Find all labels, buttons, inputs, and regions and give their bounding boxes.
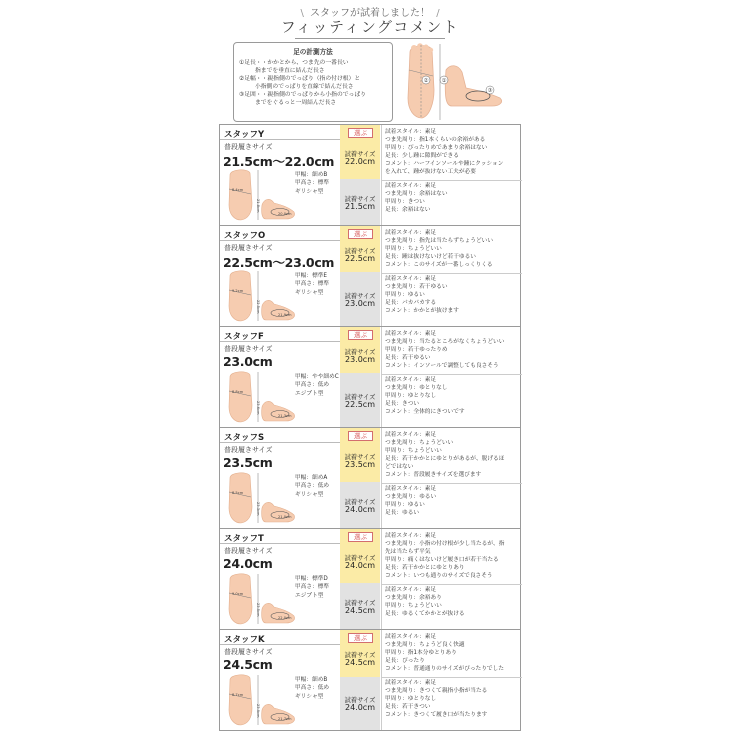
name-divider [220,644,340,645]
staff-name: スタッフS [224,433,265,443]
chosen-size-comment [385,431,523,480]
staff-profile [220,327,340,427]
staff-name: スタッフT [224,534,264,544]
try-size-column [340,125,380,225]
other-size-comment [385,485,523,517]
usual-size-value: 22.5cm〜23.0cm [223,255,335,270]
chosen-size-value: 24.0cm [344,560,375,570]
foot-width-label: 8.8cm [232,390,244,394]
foot-measurement-illustration [396,40,506,122]
staff-foot-illustration [222,672,298,726]
comment-line: 足長：ぴったり [385,658,425,665]
comment-line: 試着スタイル：素足 [385,680,437,686]
label-1: ① [441,78,447,84]
comment-line: コメント：いつも通りのサイズで良さそう [385,573,493,580]
foot-top-icon [229,574,252,624]
label-2: ② [423,78,429,84]
comment-line: 足長：パカパカする [385,300,437,307]
measurement-method-box [233,42,393,122]
other-size-label: 試着サイズ [344,696,376,704]
try-size-column [340,327,380,427]
foot-length-label: 21.8cm [256,199,260,213]
comment-divider [382,584,522,585]
staff-foot-illustration [222,369,298,423]
foot-side-icon [262,199,295,219]
other-size-label: 試着サイズ [344,293,376,300]
page-title: フィッティングコメント [280,18,460,36]
comment-line: 試着スタイル：素足 [385,331,437,337]
foot-length-label: 23.3cm [256,502,260,516]
fitting-comments [381,125,521,225]
comment-line: つま先周り：小指の付け根が少し当たるが、指 [385,541,505,548]
usual-size-value: 24.5cm [223,657,273,672]
chosen-size-label: 試着サイズ [344,348,376,356]
other-size-value: 21.5cm [344,202,375,211]
chosen-size-label: 試着サイズ [344,651,376,659]
name-divider [220,341,340,342]
foot-girth-label: 21.3cm [278,414,292,418]
chosen-size-value: 22.5cm [344,253,375,263]
foot-side-icon [262,401,295,421]
instep-width: 甲幅：細めA [295,475,328,481]
chosen-badge: 選ぶ [348,633,373,643]
comment-line: コメント：全体的にきついです [385,409,465,416]
foot-type-info [295,171,329,196]
comment-line: 試着スタイル：素足 [385,587,437,593]
other-size-comment [385,275,523,315]
usual-size-label: 普段履きサイズ [224,345,273,353]
fitting-comments [381,226,521,326]
foot-width-label: 9.2cm [232,289,244,293]
comment-line: 甲周り：痛くはないけど履き口が若干当たる [385,557,499,564]
other-size-value: 22.5cm [344,400,375,409]
other-size-comment [385,586,523,618]
foot-width-label: 8.5cm [232,491,244,495]
comment-line: コメント：きつくて履き口が当たります [385,712,488,719]
comment-line: 甲周り：きつい [385,199,425,206]
name-divider [220,240,340,241]
name-divider [220,442,340,443]
comment-line: つま先周り：ゆるい [385,494,437,501]
usual-size-value: 23.5cm [223,455,273,470]
comment-line: 甲周り：ちょうどいい [385,448,442,455]
comment-line: 甲周り：ゆるい [385,292,425,299]
instep-height: 甲高さ：低め [295,685,330,692]
chosen-badge: 選ぶ [348,330,373,340]
chosen-badge: 選ぶ [348,431,373,441]
usual-size-label: 普段履きサイズ [224,446,273,454]
chosen-badge: 選ぶ [348,532,373,542]
chosen-size-label: 試着サイズ [344,554,376,562]
comment-line: 甲周り：若干ゆったりめ [385,347,448,354]
instep-height: 甲高さ：標準 [295,584,330,591]
comment-line: 足長：若干ゆるい [385,355,431,362]
foot-type-info [295,676,329,701]
foot-length-label: 23.6cm [256,401,260,415]
foot-top-icon [229,675,252,725]
fitting-comments [381,428,521,528]
other-size-label: 試着サイズ [344,394,376,401]
fitting-comments [381,327,521,427]
comment-line: つま先周り：指先は当たらずちょうどいい [385,238,494,245]
usual-size-label: 普段履きサイズ [224,244,273,252]
foot-side-icon [262,502,295,522]
measure-item-girth: ③足囲・・親指側のでっぱりから小指のでっぱり までをぐるっと一周結んだ長さ [239,92,366,106]
comment-line: つま先周り：ちょうどいい [385,440,454,447]
comment-line: 試着スタイル：素足 [385,533,437,539]
foot-width-label: 8.7cm [232,693,244,697]
comment-line: つま先周り：若干ゆるい [385,284,448,291]
comment-line: を入れて、踵が抜けない工夫が必要 [385,169,476,176]
usual-size-label: 普段履きサイズ [224,143,273,151]
other-size-label: 試着サイズ [344,600,376,607]
staff-name: スタッフK [224,635,265,645]
comment-line: 足長：若干かかとにゆとりあり [385,565,465,572]
comment-line: 試着スタイル：素足 [385,377,437,383]
measurement-title: 足の計測方法 [293,48,333,56]
name-divider [220,543,340,544]
comment-line: 試着スタイル：素足 [385,129,437,135]
chosen-size-comment [385,532,523,581]
staff-foot-illustration [222,167,298,221]
foot-shape: エジプト型 [295,592,324,599]
foot-top-icon [229,473,252,523]
fitting-comments [381,630,521,730]
comment-line: つま先周り：きつくて親指小指が当たる [385,688,488,695]
chosen-size-label: 試着サイズ [344,247,376,255]
try-size-column [340,630,380,730]
staff-profile [220,125,340,225]
staff-profile [220,428,340,528]
foot-girth-label: 20.0cm [278,212,292,216]
foot-length-label: 22.5cm [256,300,260,314]
title-underline [295,38,445,39]
subtitle-text: スタッフが試着しました！ [310,8,430,19]
fitting-comment-table [219,124,521,731]
fitting-comments [381,529,521,629]
comment-line: 甲周り：ゆるい [385,502,425,509]
instep-width: 甲幅：細めB [295,677,328,683]
instep-height: 甲高さ：標準 [295,281,330,288]
staff-row-2 [220,226,520,327]
instep-height: 甲高さ：標準 [295,180,330,187]
staff-profile [220,226,340,326]
comment-line: 先は当たらず平気 [385,549,431,556]
comment-divider [382,677,522,678]
staff-row-6 [220,630,520,730]
foot-shape: ギリシャ型 [295,188,324,195]
chosen-size-value: 24.5cm [344,657,375,667]
comment-line: つま先周り：余裕あり [385,595,442,602]
measure-item-width: ②足幅・・親指側のでっぱり（指の付け根）と 小指側のでっぱりを直線で結んだ長さ [239,76,361,90]
foot-width-label: 9.0cm [232,592,244,596]
foot-width-label: 8.4cm [232,188,244,192]
comment-line: つま先周り：余裕はない [385,191,448,198]
slash-left-icon: \ [300,8,304,19]
comment-divider [382,273,522,274]
comment-line: 甲周り：ちょうどいい [385,603,442,610]
chosen-badge: 選ぶ [348,229,373,239]
comment-line: 試着スタイル：素足 [385,276,437,282]
other-size-label: 試着サイズ [344,499,376,506]
comment-line: 試着スタイル：素足 [385,183,437,189]
instep-height: 甲高さ：低め [295,483,330,490]
instep-width: 甲幅：標準E [295,273,328,279]
chosen-badge: 選ぶ [348,128,373,138]
comment-line: 足長：余裕はない [385,207,431,214]
label-3: ③ [487,88,493,94]
foot-length-label: 23.9cm [256,704,260,718]
chosen-size-comment [385,633,523,673]
other-size-value: 24.5cm [344,606,375,615]
foot-shape: ギリシャ型 [295,693,324,700]
usual-size-label: 普段履きサイズ [224,547,273,555]
comment-line: 甲周り：ぴったりめであまり余裕はない [385,145,488,152]
comment-line: 足長：若干かかとにゆとりがあるが、脱げるほ [385,456,505,463]
foot-girth-label: 21.9cm [278,313,292,317]
chosen-size-comment [385,330,523,370]
comment-line: つま先周り：ちょうど良く快適 [385,642,465,649]
comment-line: 試着スタイル：素足 [385,432,437,438]
foot-side-icon [262,300,295,320]
foot-side-icon [262,603,295,623]
staff-profile [220,529,340,629]
chosen-size-comment [385,229,523,269]
foot-side-icon [262,704,295,724]
foot-type-info [295,474,329,499]
comment-line: 甲周り：指1本分ゆとりあり [385,650,457,657]
comment-line: 甲周り：ゆとりなし [385,696,437,703]
staff-foot-illustration [222,470,298,524]
name-divider [220,139,340,140]
comment-line: 足長：若干きつい [385,704,431,711]
staff-foot-illustration [222,268,298,322]
comment-line: 足長：少し踵に隙間ができる [385,153,459,160]
chosen-size-comment [385,128,523,177]
comment-divider [382,483,522,484]
comment-line: コメント：普通通りのサイズがぴったりでした [385,666,504,673]
foot-shape: エジプト型 [295,390,324,397]
foot-type-info [295,272,329,297]
other-size-label: 試着サイズ [344,196,376,203]
measure-item-length: ①足長・・かかとから、つま先の一番長い 指までを垂直に結んだ長さ [239,60,349,74]
comment-line: コメント：このサイズが一番しっくりくる [385,262,493,269]
other-size-value: 24.0cm [344,505,375,514]
comment-line: コメント：普段履きサイズを選びます [385,472,482,479]
try-size-column [340,529,380,629]
comment-line: コメント：ハーフインソールや踵にクッション [385,161,504,168]
instep-width: 甲幅：標準D [295,576,328,582]
foot-girth-label: 21.0cm [278,515,292,519]
comment-line: 足長：踵は抜けないけど若干ゆるい [385,254,476,261]
staff-row-3 [220,327,520,428]
comment-line: コメント：インソールで調整しても良さそう [385,363,499,370]
comment-line: 足長：ゆるくてかかとが抜ける [385,611,465,618]
foot-type-info [295,373,339,398]
foot-top-icon [229,170,252,220]
comment-line: コメント：かかとが抜けます [385,308,459,315]
staff-name: スタッフF [224,332,264,342]
comment-line: 甲周り：ゆとりなし [385,393,437,400]
usual-size-value: 21.5cm〜22.0cm [223,154,335,169]
comment-line: つま先周り：当たるところがなくちょうどいい [385,339,505,346]
staff-row-5 [220,529,520,630]
comment-line: 甲周り：ちょうどいい [385,246,442,253]
staff-foot-illustration [222,571,298,625]
try-size-column [340,428,380,528]
foot-side-view-icon [445,66,501,106]
chosen-size-value: 23.0cm [344,354,375,364]
foot-girth-label: 22.0cm [278,616,292,620]
foot-girth-label: 21.7cm [278,717,292,721]
chosen-size-value: 22.0cm [344,156,375,166]
other-size-value: 23.0cm [344,299,375,308]
other-size-comment [385,679,523,719]
staff-profile [220,630,340,730]
foot-length-label: 23.5cm [256,603,260,617]
staff-row-4 [220,428,520,529]
comment-line: どではない [385,464,414,471]
instep-width: 甲幅：やや細めC [295,374,339,380]
comment-line: 足長：ゆるい [385,510,420,517]
foot-type-info [295,575,329,600]
chosen-size-value: 23.5cm [344,459,375,469]
foot-top-icon [229,372,252,422]
comment-line: 足長：きつい [385,401,420,408]
foot-top-icon [229,271,252,321]
chosen-size-label: 試着サイズ [344,453,376,461]
staff-name: スタッフY [224,130,265,140]
chosen-size-label: 試着サイズ [344,150,376,158]
usual-size-value: 23.0cm [223,354,273,369]
comment-line: 試着スタイル：素足 [385,634,437,640]
usual-size-value: 24.0cm [223,556,273,571]
comment-divider [382,180,522,181]
staff-name: スタッフO [224,231,266,241]
other-size-value: 24.0cm [344,702,375,712]
comment-line: 試着スタイル：素足 [385,486,437,492]
comment-line: つま先周り：ゆとりなし [385,385,448,392]
other-size-comment [385,376,523,416]
comment-divider [382,374,522,375]
try-size-column [340,226,380,326]
instep-height: 甲高さ：低め [295,382,330,389]
instep-width: 甲幅：細めB [295,172,328,178]
foot-shape: ギリシャ型 [295,491,324,498]
comment-line: 試着スタイル：素足 [385,230,437,236]
staff-row-1 [220,125,520,226]
foot-shape: ギリシャ型 [295,289,324,296]
comment-line: つま先周り：指1本くらいの余裕がある [385,137,486,144]
other-size-comment [385,182,523,214]
usual-size-label: 普段履きサイズ [224,648,273,656]
slash-right-icon: / [436,8,440,19]
